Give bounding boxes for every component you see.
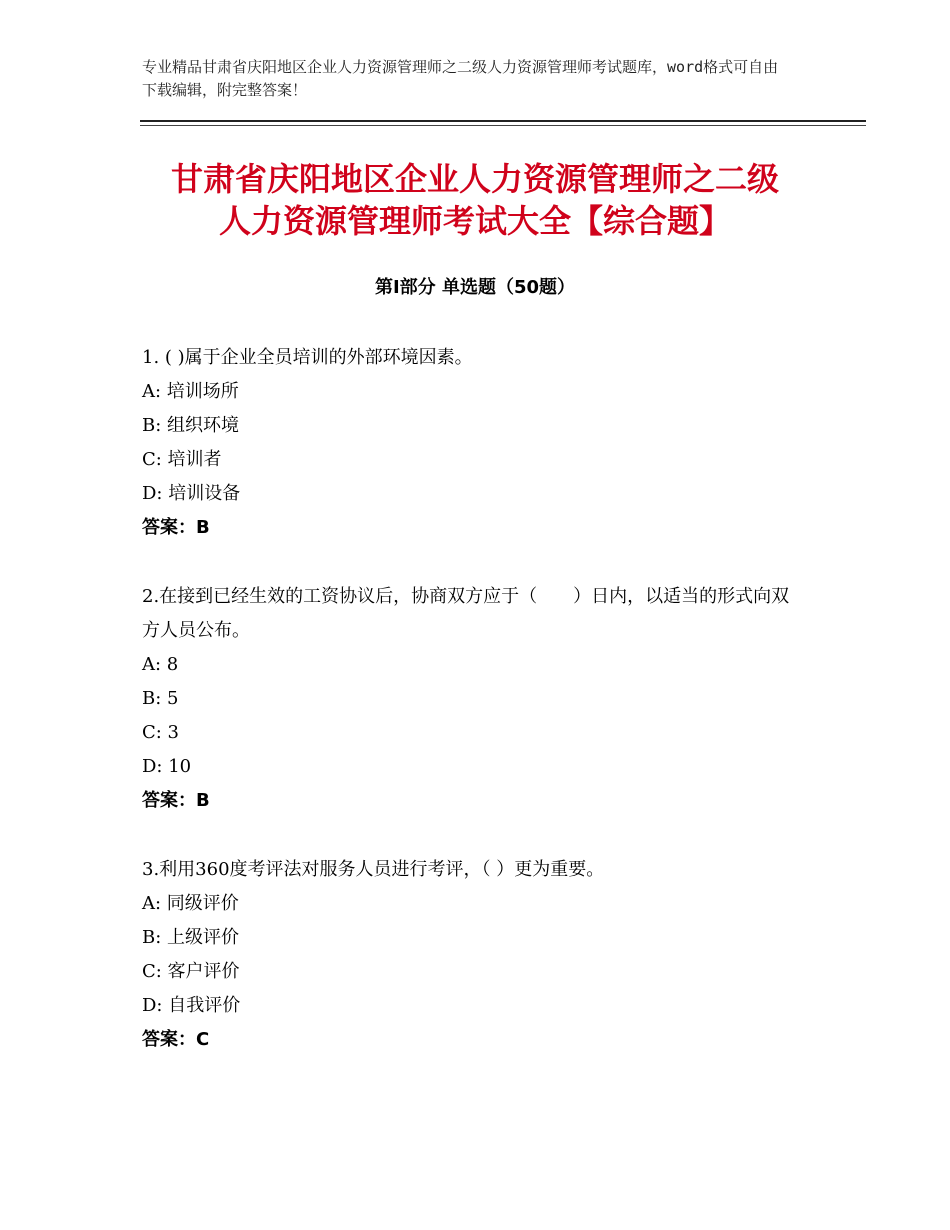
question-1: [142, 341, 802, 545]
option-d: D: 自我评价: [142, 995, 241, 1016]
question-3: [142, 853, 802, 1057]
option-b: B: 上级评价: [142, 927, 240, 948]
answer: 答案：B: [142, 790, 210, 811]
question-text: 2.在接到已经生效的工资协议后，协商双方应于（ ）日内，以适当的形式向双方人员公布。: [142, 586, 790, 641]
header-note: 专业精品甘肃省庆阳地区企业人力资源管理师之二级人力资源管理师考试题库，word格式可自由下载编辑，附完整答案！: [142, 58, 779, 99]
option-a: A: 同级评价: [142, 893, 239, 914]
question-text: 3.利用360度考评法对服务人员进行考评，（ ）更为重要。: [142, 859, 605, 880]
answer: 答案：C: [142, 1029, 210, 1050]
option-c: C: 3: [142, 722, 180, 743]
option-a: A: 培训场所: [142, 381, 239, 402]
header-rule-thick: [140, 120, 866, 122]
option-b: B: 5: [142, 688, 179, 709]
option-d: D: 培训设备: [142, 483, 241, 504]
option-b: B: 组织环境: [142, 415, 240, 436]
title-line-1: 甘肃省庆阳地区企业人力资源管理师之二级: [170, 160, 779, 198]
option-d: D: 10: [142, 756, 192, 777]
question-text: 1. ( )属于企业全员培训的外部环境因素。: [142, 347, 473, 368]
answer: 答案：B: [142, 517, 210, 538]
document-title: [130, 158, 820, 242]
option-c: C: 培训者: [142, 449, 222, 470]
option-a: A: 8: [142, 654, 179, 675]
title-line-2: 人力资源管理师考试大全【综合题】: [218, 202, 731, 240]
section-title: 第Ⅰ部分 单选题（50题）: [374, 277, 575, 298]
question-2: [142, 580, 802, 818]
header-rule-thin: [140, 125, 866, 126]
option-c: C: 客户评价: [142, 961, 240, 982]
